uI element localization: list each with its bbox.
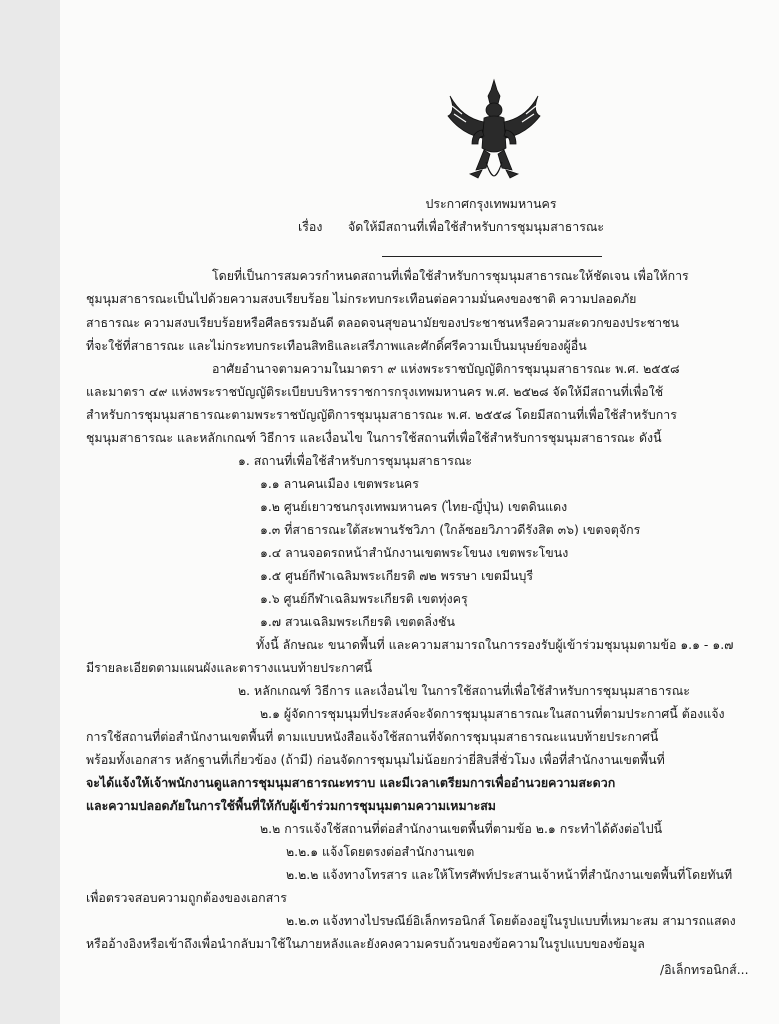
list-item: ๑.๑ ลานคนเมือง เขตพระนคร xyxy=(260,476,419,491)
paragraph-line-bold: และความปลอดภัยในการใช้พื้นที่ให้กับผู้เข้าร่วมการชุมนุมตามความเหมาะสม xyxy=(86,798,496,813)
paragraph-line: สาธารณะ ความสงบเรียบร้อยหรือศีลธรรมอันดี ตลอดจนสุขอนามัยของประชาชนหรือความสะดวกของประชาชน xyxy=(86,315,679,330)
paragraph-line: เพื่อตรวจสอบความถูกต้องของเอกสาร xyxy=(86,890,287,905)
paragraph-line: พร้อมทั้งเอกสาร หลักฐานที่เกี่ยวข้อง (ถ้ามี) ก่อนจัดการชุมนุมไม่น้อยกว่ายี่สิบสี่ชั่วโมง เพื่อที่สำนักงานเขตพื้นที่ xyxy=(86,752,665,767)
list-item: ๑.๕ ศูนย์กีฬาเฉลิมพระเกียรติ ๗๒ พรรษา เขตมีนบุรี xyxy=(260,568,534,583)
list-item: ๒.๒.๒ แจ้งทางโทรสาร และให้โทรศัพท์ประสานเจ้าหน้าที่สำนักงานเขตพื้นที่โดยทันที xyxy=(286,867,733,882)
list-item: ๑.๔ ลานจอดรถหน้าสำนักงานเขตพระโขนง เขตพระโขนง xyxy=(260,545,569,560)
paragraph-line: โดยที่เป็นการสมควรกำหนดสถานที่เพื่อใช้สำหรับการชุมนุมสาธารณะให้ชัดเจน เพื่อให้การ xyxy=(212,268,689,283)
list-item: ๒.๒.๑ แจ้งโดยตรงต่อสำนักงานเขต xyxy=(286,844,475,859)
announcement-title: ประกาศกรุงเทพมหานคร xyxy=(425,196,557,211)
paragraph-line: ๒.๒ การแจ้งใช้สถานที่ต่อสำนักงานเขตพื้นที่ตามข้อ ๒.๑ กระทำได้ดังต่อไปนี้ xyxy=(260,821,663,836)
list-item: ๒.๒.๓ แจ้งทางไปรษณีย์อิเล็กทรอนิกส์ โดยต้องอยู่ในรูปแบบที่เหมาะสม สามารถแสดง xyxy=(286,913,736,928)
paragraph-line: และมาตรา ๔๙ แห่งพระราชบัญญัติระเบียบบริหารราชการกรุงเทพมหานคร พ.ศ. ๒๕๒๘ จัดให้มีสถานที่เพื่อใช้ xyxy=(86,384,664,399)
title-divider xyxy=(382,256,602,257)
list-item: ๑.๗ สวนเฉลิมพระเกียรติ เขตตลิ่งชัน xyxy=(260,614,455,629)
list-item: ๑.๓ ที่สาธารณะใต้สะพานรัชวิภา (ใกล้ซอยวิภาวดีรังสิต ๓๖) เขตจตุจักร xyxy=(260,522,641,537)
continuation-marker: /อิเล็กทรอนิกส์... xyxy=(660,962,749,977)
section-heading: ๒. หลักเกณฑ์ วิธีการ และเงื่อนไข ในการใช้สถานที่เพื่อใช้สำหรับการชุมนุมสาธารณะ xyxy=(238,683,690,698)
paragraph-line: สำหรับการชุมนุมสาธารณะตามพระราชบัญญัติการชุมนุมสาธารณะ พ.ศ. ๒๕๕๘ โดยมีสถานที่เพื่อใช้สำหรับการ xyxy=(86,407,677,422)
paragraph-line: มีรายละเอียดตามแผนผังและตารางแนบท้ายประกาศนี้ xyxy=(86,660,373,675)
paragraph-line: ที่จะใช้ที่สาธารณะ และไม่กระทบกระเทือนสิทธิและเสรีภาพและศักดิ์ศรีความเป็นมนุษย์ของผู้อื่น xyxy=(86,338,587,353)
paragraph-line: หรืออ้างอิงหรือเข้าถึงเพื่อนำกลับมาใช้ในภายหลังและยังคงความครบถ้วนของข้อความในรูปแบบของข้อมูล xyxy=(86,936,645,951)
paragraph-line: ชุมนุมสาธารณะเป็นไปด้วยความสงบเรียบร้อย ไม่กระทบกระเทือนต่อความมั่นคงของชาติ ความปลอดภัย xyxy=(86,291,637,306)
list-item: ๑.๒ ศูนย์เยาวชนกรุงเทพมหานคร (ไทย-ญี่ปุ่น) เขตดินแดง xyxy=(260,499,568,514)
document-page xyxy=(60,0,779,1024)
paragraph-line-bold: จะได้แจ้งให้เจ้าพนักงานดูแลการชุมนุมสาธารณะทราบ และมีเวลาเตรียมการเพื่ออำนวยความสะดวก xyxy=(86,775,616,790)
subject-text: จัดให้มีสถานที่เพื่อใช้สำหรับการชุมนุมสาธารณะ xyxy=(348,219,605,234)
subject-label: เรื่อง xyxy=(298,219,323,234)
garuda-emblem-icon xyxy=(442,78,546,190)
paragraph-line: ๒.๑ ผู้จัดการชุมนุมที่ประสงค์จะจัดการชุมนุมสาธารณะในสถานที่ตามประกาศนี้ ต้องแจ้ง xyxy=(260,706,725,721)
paragraph-line: อาศัยอำนาจตามความในมาตรา ๙ แห่งพระราชบัญญัติการชุมนุมสาธารณะ พ.ศ. ๒๕๕๘ xyxy=(212,361,680,376)
paragraph-line: ชุมนุมสาธารณะ และหลักเกณฑ์ วิธีการ และเงื่อนไข ในการใช้สถานที่เพื่อใช้สำหรับการชุมนุมสาธารณะ ดังนี้ xyxy=(86,430,662,445)
list-item: ๑.๖ ศูนย์กีฬาเฉลิมพระเกียรติ เขตทุ่งครุ xyxy=(260,591,468,606)
section-heading: ๑. สถานที่เพื่อใช้สำหรับการชุมนุมสาธารณะ xyxy=(238,453,473,468)
paragraph-line: การใช้สถานที่ต่อสำนักงานเขตพื้นที่ ตามแบบหนังสือแจ้งใช้สถานที่จัดการชุมนุมสาธารณะแนบท้ายประกาศนี้ xyxy=(86,729,659,744)
paragraph-line: ทั้งนี้ ลักษณะ ขนาดพื้นที่ และความสามารถในการรองรับผู้เข้าร่วมชุมนุมตามข้อ ๑.๑ - ๑.๗ xyxy=(256,637,734,652)
